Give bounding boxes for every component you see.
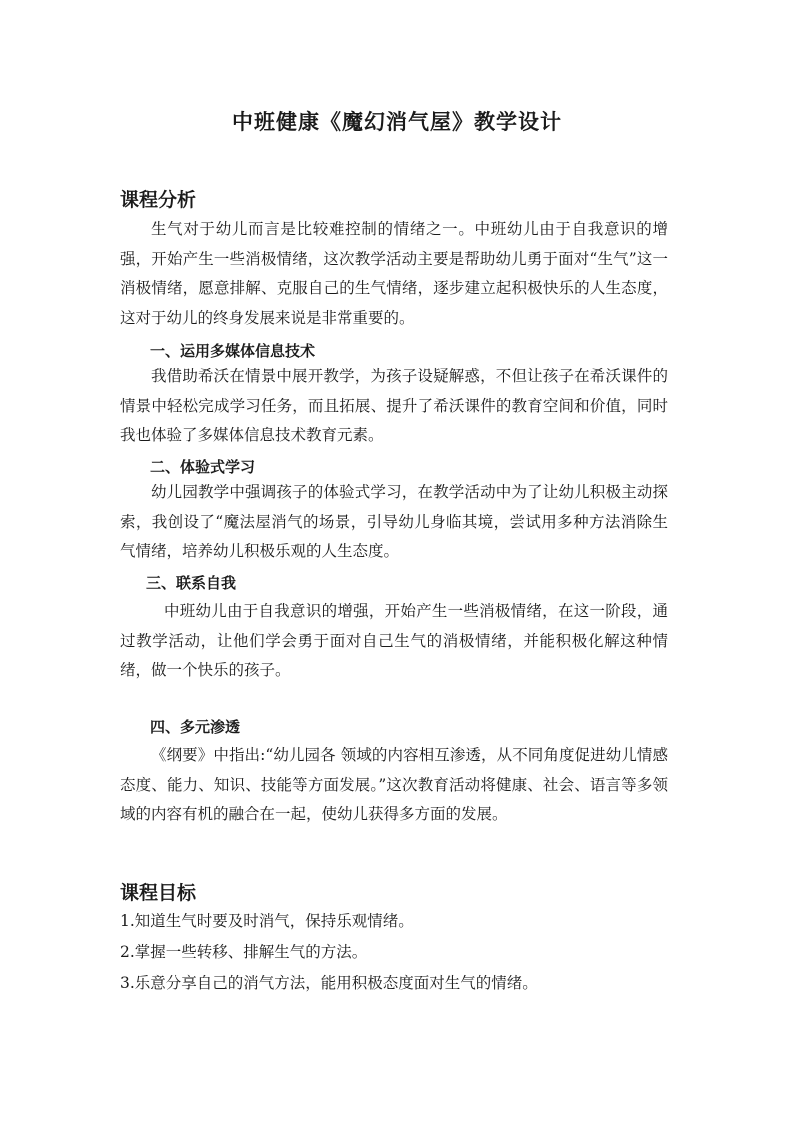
section-text-self: 中班幼儿由于自我意识的增强，开始产生一些消极情绪，在这一阶段，通过教学活动，让他们学会勇于面对自己生气的消极情绪，并能积极化解这种情绪，做一个快乐的孩子。 (120, 602, 668, 679)
document-title: 中班健康《魔幻消气屋》教学设计 (232, 109, 562, 134)
analysis-heading: 课程分析 (120, 189, 197, 211)
analysis-intro: 生气对于幼儿而言是比较难控制的情绪之一。中班幼儿由于自我意识的增强，开始产生一些消极情绪，这次教学活动主要是帮助幼儿勇于面对“生气”这一消极情绪，愿意排解、克服自己的生气情绪，逐步建立起积极快乐的人生态度，这对于幼儿的终身发展来说是非常重要的。 (120, 220, 668, 327)
section-heading-multimedia: 一、运用多媒体信息技术 (150, 342, 316, 360)
goal-item: 2.掌握一些转移、排解生气的方法。 (120, 943, 368, 961)
section-heading-integration: 四、多元渗透 (150, 718, 241, 736)
goal-item: 3.乐意分享自己的消气方法，能用积极态度面对生气的情绪。 (120, 974, 538, 992)
section-heading-experiential: 二、体验式学习 (150, 458, 256, 476)
section-text-multimedia: 我借助希沃在情景中展开教学，为孩子设疑解惑，不但让孩子在希沃课件的情景中轻松完成学习任务，而且拓展、提升了希沃课件的教育空间和价值，同时我也体验了多媒体信息技术教育元素。 (120, 367, 668, 444)
goals-list (120, 906, 680, 999)
goals-heading: 课程目标 (120, 882, 197, 904)
goal-item: 1.知道生气时要及时消气，保持乐观情绪。 (120, 912, 414, 930)
section-text-integration: 《纲要》中指出:“幼儿园各 领域的内容相互渗透，从不同角度促进幼儿情感态度、能力、知识、技能等方面发展。”这次教育活动将健康、社会、语言等多领域的内容有机的融合在一起，使幼儿获得多方面的发展。 (120, 746, 668, 823)
section-heading-self: 三、联系自我 (146, 574, 237, 592)
section-text-experiential: 幼儿园教学中强调孩子的体验式学习，在教学活动中为了让幼儿积极主动探索，我创设了“魔法屋消气的场景，引导幼儿身临其境，尝试用多种方法消除生气情绪，培养幼儿积极乐观的人生态度。 (120, 483, 668, 560)
